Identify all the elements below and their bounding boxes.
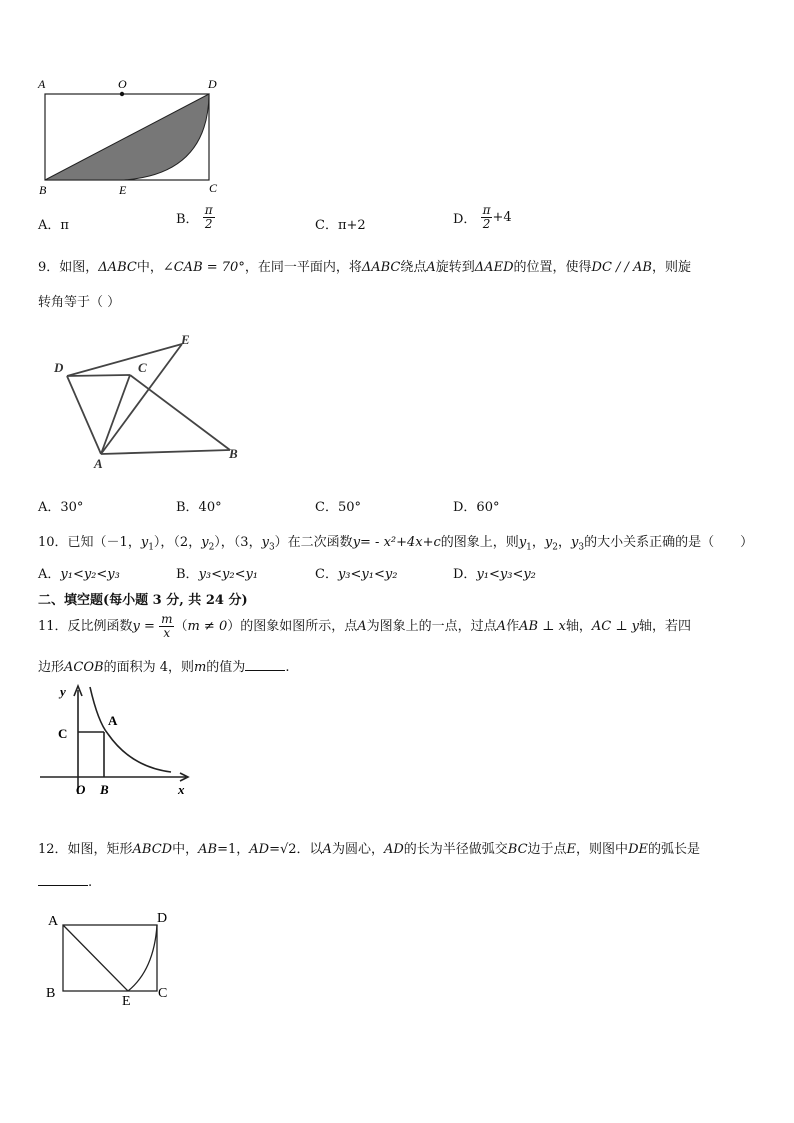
q10-text: 的图象上，则 bbox=[440, 535, 519, 550]
q11-text: （ bbox=[174, 619, 188, 634]
q9-triangle-aed: ΔAED bbox=[474, 260, 514, 275]
q9-text: 转角等于（ ） bbox=[38, 295, 121, 310]
q12-answer-blank[interactable] bbox=[38, 873, 88, 886]
q11-label-c: C bbox=[58, 726, 68, 741]
q8-option-b-prefix: B． bbox=[176, 212, 199, 227]
q12-text: ．以 bbox=[296, 842, 323, 857]
q8-option-b-fraction bbox=[203, 204, 215, 231]
q11-label-b: B bbox=[100, 782, 109, 797]
q9-stem-line2 bbox=[38, 291, 120, 310]
q12-label-c: C bbox=[158, 986, 168, 1001]
q12-stem-line1 bbox=[38, 838, 700, 857]
q11-answer-blank[interactable] bbox=[245, 658, 285, 671]
q11-point-a: A bbox=[357, 619, 367, 634]
q8-option-c-value: π+2 bbox=[337, 218, 366, 233]
q12-point-a: A bbox=[322, 842, 332, 857]
q9-option-c: C．50° bbox=[315, 500, 361, 515]
q11-figure bbox=[36, 682, 196, 802]
q12-stem-line2 bbox=[38, 873, 92, 890]
q11-ac-perp: AC ⊥ y bbox=[591, 619, 640, 634]
q11-stem-line2 bbox=[38, 656, 289, 675]
q11-label-x: x bbox=[178, 782, 185, 797]
q8-option-d-denominator: 2 bbox=[482, 217, 491, 231]
q12-figure bbox=[40, 905, 180, 1010]
q11-text: 的图象如图所示，点 bbox=[240, 619, 358, 634]
q9-text: 旋转到 bbox=[435, 260, 475, 275]
q9-parallel: DC / / AB bbox=[591, 260, 652, 275]
q11-point-a-2: A bbox=[496, 619, 507, 634]
q10-option-c-value: y₃<y₁<y₂ bbox=[337, 567, 398, 582]
q12-text: 边于点 bbox=[527, 842, 567, 857]
q11-text: 作 bbox=[506, 619, 520, 634]
q10-y1: y bbox=[140, 535, 149, 550]
q8-label-b: B bbox=[39, 183, 47, 197]
q9-text: ，在同一平面内，将 bbox=[244, 260, 362, 275]
q11-ab-perp: AB ⊥ x bbox=[519, 619, 566, 634]
q11-label-a: A bbox=[108, 713, 118, 728]
q10-text: 的大小关系正确的是（ ） bbox=[584, 535, 754, 550]
q9-text: 的位置，使得 bbox=[513, 260, 592, 275]
q10-option-c-prefix: C． bbox=[315, 567, 338, 582]
q12-ab: AB bbox=[198, 842, 218, 857]
q8-option-a bbox=[38, 214, 69, 233]
q10-stem: 10．已知（－1，$y_1$），（2，$y_2$），（3，$y_3$）在二次函数y= - x²+4x+c的图象上，则$y_1$，$y_2$，$y_3$的大小关系正确的是（ ） bbox=[38, 535, 754, 553]
q12-label-e: E bbox=[122, 994, 131, 1009]
q11-text: . bbox=[285, 660, 290, 675]
q10-option-c bbox=[315, 563, 397, 582]
q12-arc-de: DE bbox=[628, 842, 648, 857]
q9-option-d: D．60° bbox=[453, 500, 500, 515]
q11-label-y: y bbox=[60, 684, 66, 699]
q12-label-b: B bbox=[46, 986, 56, 1001]
q9-angle-cab: ∠CAB = 70° bbox=[162, 260, 245, 275]
q11-denominator: x bbox=[163, 626, 171, 640]
q12-label-d: D bbox=[157, 911, 168, 926]
q11-text: 轴， bbox=[565, 619, 592, 634]
q10-option-b-value: y₃<y₂<y₁ bbox=[198, 567, 259, 582]
q9-stem-line1 bbox=[38, 256, 691, 275]
q9-number: 9． bbox=[38, 260, 60, 275]
q9-option-a: A．30° bbox=[38, 500, 84, 515]
q8-label-e: E bbox=[119, 183, 127, 197]
q10-y2: y bbox=[201, 535, 209, 550]
q8-option-d-numerator: π bbox=[482, 203, 491, 217]
q11-numerator: m bbox=[161, 612, 173, 626]
q8-option-a-prefix: A． bbox=[38, 218, 61, 233]
q9-option-b: B．40° bbox=[176, 500, 222, 515]
q11-y-equals: y = bbox=[132, 619, 155, 634]
q8-label-o: O bbox=[118, 77, 127, 91]
q8-label-a: A bbox=[38, 77, 46, 91]
q10-y3: y bbox=[261, 535, 269, 550]
q12-text: . bbox=[88, 875, 93, 890]
section2-title: 二、填空题(每小题 3 分, 共 24 分) bbox=[38, 593, 248, 608]
q9-text: 如图， bbox=[59, 260, 99, 275]
q9-text: 绕点 bbox=[400, 260, 427, 275]
q11-m: m bbox=[193, 660, 207, 675]
q8-option-d-prefix: D． bbox=[453, 212, 477, 227]
q9-triangle-abc-2: ΔABC bbox=[361, 260, 401, 275]
q12-text: 12．如图，矩形 bbox=[38, 842, 133, 857]
q8-option-d bbox=[453, 204, 512, 231]
q8-option-d-suffix: +4 bbox=[492, 210, 512, 225]
q10-option-a-value: y₁<y₂<y₃ bbox=[60, 567, 120, 582]
q8-option-d-fraction bbox=[481, 204, 493, 231]
q12-text: ，则图中 bbox=[576, 842, 629, 857]
q9-label-b: B bbox=[229, 446, 238, 461]
q8-option-c-prefix: C． bbox=[315, 218, 338, 233]
q10-option-d bbox=[453, 563, 536, 582]
q8-option-c bbox=[315, 214, 366, 233]
q9-point-a: A bbox=[426, 260, 436, 275]
q10-text: ），（2， bbox=[153, 535, 202, 550]
q8-option-b-numerator: π bbox=[204, 203, 213, 217]
q11-label-o: O bbox=[76, 782, 86, 797]
q9-figure bbox=[50, 330, 245, 470]
q12-text: 为圆心， bbox=[331, 842, 384, 857]
q8-option-b-denominator: 2 bbox=[204, 217, 213, 231]
q10-text: 10．已知（－1， bbox=[38, 535, 141, 550]
q11-stem-line1 bbox=[38, 612, 691, 642]
q10-option-d-value: y₁<y₃<y₂ bbox=[476, 567, 536, 582]
q8-option-b bbox=[176, 204, 215, 231]
q11-text: ） bbox=[227, 619, 241, 634]
q10-y3b: y bbox=[571, 535, 579, 550]
q12-text: =1， bbox=[217, 842, 250, 857]
q11-fraction bbox=[159, 613, 174, 640]
q12-text: 中， bbox=[172, 842, 199, 857]
q11-text: 11．反比例函数 bbox=[38, 619, 133, 634]
q12-text: 的长为半径做弧交 bbox=[403, 842, 508, 857]
q12-ad-2: AD bbox=[383, 842, 404, 857]
q11-text: 的面积为 4，则 bbox=[103, 660, 194, 675]
q12-sqrt2: √2 bbox=[279, 842, 297, 857]
q11-text: 的值为 bbox=[206, 660, 246, 675]
q8-option-a-value: π bbox=[60, 218, 69, 233]
q10-y2b: y bbox=[544, 535, 553, 550]
q12-text: = bbox=[269, 842, 280, 857]
q12-point-e: E bbox=[566, 842, 577, 857]
q10-option-a-prefix: A． bbox=[38, 567, 61, 582]
q10-option-b bbox=[176, 563, 258, 582]
q10-y1b: y bbox=[518, 535, 527, 550]
q9-label-d: D bbox=[54, 360, 64, 375]
q12-ad: AD bbox=[249, 842, 270, 857]
q11-text: 为图象上的一点，过点 bbox=[366, 619, 497, 634]
q10-option-b-prefix: B． bbox=[176, 567, 199, 582]
q12-bc: BC bbox=[507, 842, 528, 857]
q9-triangle-abc: ΔABC bbox=[98, 260, 137, 275]
q10-text: ）在二次函数 bbox=[274, 535, 353, 550]
q12-text: 的弧长是 bbox=[647, 842, 700, 857]
q9-text: ，则旋 bbox=[651, 260, 691, 275]
q12-abcd: ABCD bbox=[132, 842, 173, 857]
q9-label-a: A bbox=[94, 456, 103, 470]
q8-shaded-region bbox=[45, 94, 209, 180]
q10-option-d-prefix: D． bbox=[453, 567, 477, 582]
q9-label-e: E bbox=[181, 332, 190, 347]
q8-label-c: C bbox=[209, 181, 218, 195]
q9-label-c: C bbox=[138, 360, 147, 375]
q10-text: ），（3， bbox=[214, 535, 262, 550]
q11-text: 轴，若四 bbox=[639, 619, 692, 634]
q8-label-d: D bbox=[208, 77, 217, 91]
q9-text: 中， bbox=[136, 260, 163, 275]
q10-function: y= - x²+4x+c bbox=[352, 535, 441, 550]
q8-point-o bbox=[120, 92, 124, 96]
q10-option-a bbox=[38, 563, 120, 582]
q12-label-a: A bbox=[48, 914, 59, 929]
q8-figure bbox=[36, 74, 226, 199]
q11-acob: ACOB bbox=[64, 660, 104, 675]
q11-condition: m ≠ 0 bbox=[187, 619, 228, 634]
q11-text: 边形 bbox=[38, 660, 65, 675]
